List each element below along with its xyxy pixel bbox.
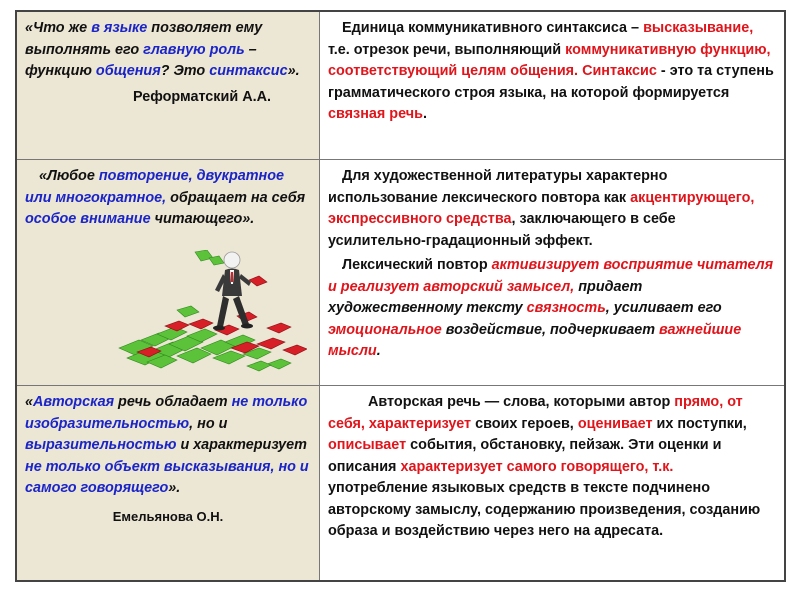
body-text: своих героев, bbox=[471, 415, 578, 432]
body-text: , заключающего в себе усилительно-градационный эффект. bbox=[328, 211, 676, 249]
body-text: . bbox=[376, 343, 381, 359]
lexical-repetition-cell bbox=[320, 160, 784, 386]
highlight-text: описывает bbox=[328, 437, 407, 453]
body-text: события, обстановку, пейзаж. Эти оценки и описания bbox=[328, 437, 722, 475]
quote-highlight: в языке bbox=[91, 20, 148, 36]
quote-text: читающего». bbox=[150, 211, 255, 227]
quote-text: ? Это bbox=[160, 63, 210, 79]
quote-highlight: выразительностью bbox=[25, 437, 177, 453]
quote-text: позволяет ему выполнять его bbox=[25, 20, 263, 58]
quote-highlight: повторение, двукратное или многократное, bbox=[25, 168, 285, 206]
definition-cell-utterance bbox=[320, 12, 784, 160]
highlight-text: коммуникативную функцию, соответствующий целям общения. bbox=[328, 41, 771, 79]
quote-author: Емельянова О.Н. bbox=[112, 508, 224, 524]
body-text: придает художественному тексту bbox=[328, 278, 643, 316]
puzzle-illustration bbox=[117, 250, 307, 375]
quote-highlight: не только изобразительностью bbox=[25, 394, 308, 432]
highlight-text: высказывание, bbox=[643, 20, 754, 36]
body-text: - это та ступень грамматического строя языка, на которой формируется bbox=[328, 63, 774, 101]
highlight-text: акцентирующего, экспрессивного средства bbox=[328, 189, 755, 227]
quote-text: обращает на себя bbox=[166, 189, 306, 206]
body-text: употребление языковых средств в тексте подчинено авторскому замыслу, содержанию произведения, созданию образа и воздействию через него на адресата. bbox=[328, 480, 761, 539]
quote-highlight: Авторская bbox=[33, 394, 115, 410]
highlight-text: эмоциональное bbox=[328, 321, 442, 338]
body-text: т.е. отрезок речи, выполняющий bbox=[328, 41, 562, 58]
body-text: Для художественной литературы характерно использование лексического повтора как bbox=[328, 168, 668, 206]
quote-cell-emelyanova bbox=[17, 386, 320, 580]
highlight-text: связная речь bbox=[328, 106, 423, 122]
highlight-text: Синтаксис bbox=[582, 63, 657, 79]
quote-cell-repetition bbox=[17, 160, 320, 386]
highlight-text: оценивает bbox=[577, 415, 653, 432]
quote-cell-reformatsky bbox=[17, 12, 320, 160]
highlight-text: прямо, от себя, характеризует bbox=[328, 394, 743, 432]
quote-author: Реформатский А.А. bbox=[132, 88, 271, 105]
quote-text: – функцию bbox=[25, 41, 257, 79]
highlight-text: связность bbox=[526, 300, 606, 316]
authors-speech-cell bbox=[320, 386, 784, 580]
highlight-text: активизирует восприятие читателя и реализует авторский замысел, bbox=[328, 257, 774, 295]
quote-highlight: синтаксис bbox=[209, 63, 288, 79]
quote-text: « bbox=[25, 394, 34, 410]
body-text: их поступки, bbox=[652, 415, 747, 432]
highlight-text: важнейшие мысли bbox=[328, 321, 742, 359]
body-text: , усиливает его bbox=[605, 300, 722, 316]
body-text: Единица коммуникативного синтаксиса – bbox=[342, 20, 640, 36]
highlight-text: характеризует самого говорящего, т.к. bbox=[400, 458, 674, 475]
quote-highlight: не только объект высказывания, но и самого говорящего bbox=[25, 458, 309, 496]
body-text: . bbox=[422, 106, 427, 122]
quote-text: «Что же bbox=[25, 20, 92, 36]
body-text: Авторская речь — слова, которыми автор bbox=[368, 394, 675, 410]
quote-text: и характеризует bbox=[176, 437, 307, 453]
quote-text: речь обладает bbox=[114, 394, 232, 410]
body-text: Лексический повтор bbox=[342, 257, 492, 273]
quote-text: ». bbox=[287, 63, 300, 79]
quote-text: «Любое bbox=[39, 168, 99, 184]
quote-highlight: особое внимание bbox=[25, 211, 151, 227]
comparison-table bbox=[15, 10, 786, 582]
quote-text: ». bbox=[168, 480, 181, 496]
quote-highlight: главную роль bbox=[143, 41, 245, 58]
body-text: воздействие, подчеркивает bbox=[441, 321, 660, 338]
quote-highlight: общения bbox=[95, 63, 161, 79]
quote-text: , но и bbox=[189, 415, 228, 432]
